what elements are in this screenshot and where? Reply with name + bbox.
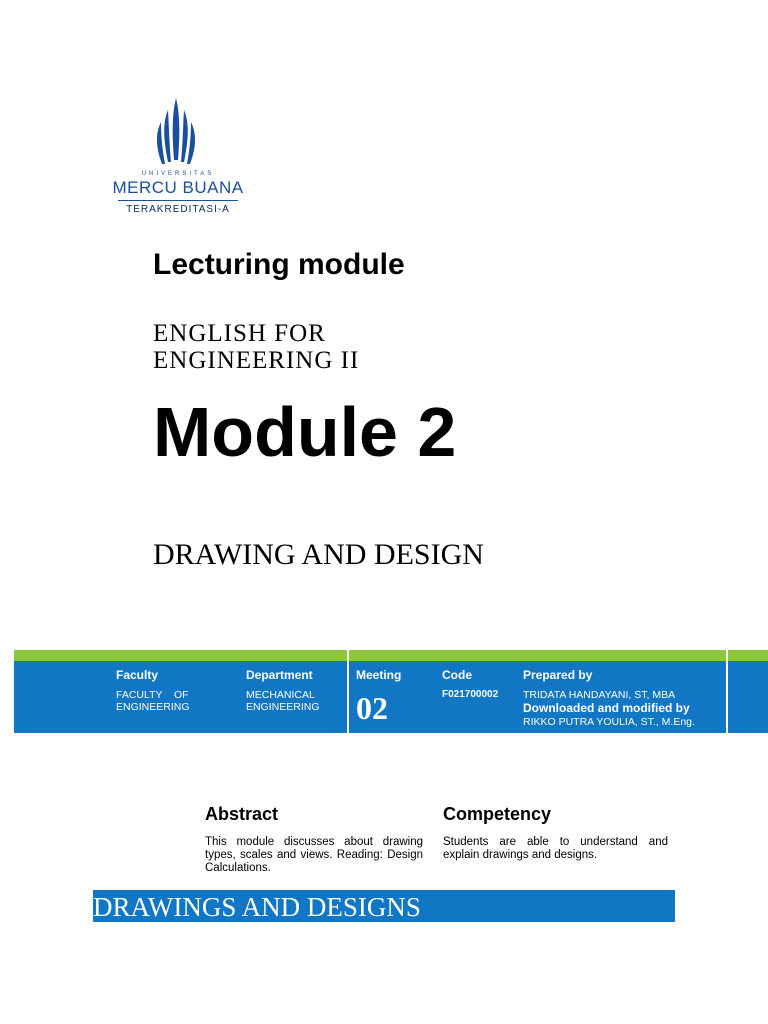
logo-name: MERCU BUANA: [112, 178, 244, 197]
section-heading-bar: [93, 890, 675, 922]
prepared-by-label: Prepared by: [523, 668, 593, 682]
department-value-line2: ENGINEERING: [246, 701, 320, 713]
info-band-green-strip: [14, 650, 768, 661]
logo-accreditation: TERAKREDITASI-A: [126, 204, 230, 215]
faculty-value: [116, 689, 190, 713]
department-value: [246, 689, 320, 713]
logo-divider: [118, 200, 238, 201]
code-label: Code: [442, 668, 472, 682]
course-title-line2: ENGINEERING II: [153, 347, 360, 374]
department-value-line1: MECHANICAL: [246, 689, 315, 701]
course-title: [153, 320, 359, 374]
info-band-divider: [726, 650, 728, 733]
faculty-value-line2: ENGINEERING: [116, 701, 190, 713]
module-number: Module 2: [153, 393, 457, 471]
modified-by-label: Downloaded and modified by: [523, 701, 690, 715]
mercu-buana-emblem-icon: [152, 96, 204, 168]
course-title-line1: ENGLISH FOR: [153, 320, 326, 347]
competency-text: Students are able to understand and explain drawings and designs.: [443, 836, 668, 861]
meeting-label: Meeting: [356, 668, 402, 682]
meeting-value: 02: [356, 690, 388, 726]
logo-universitas: UNIVERSITAS: [141, 171, 215, 177]
university-logo: [108, 96, 248, 220]
code-value: F021700002: [442, 689, 499, 700]
faculty-label: Faculty: [116, 668, 159, 682]
lecturing-module-heading: Lecturing module: [153, 248, 405, 281]
competency-heading: Competency: [443, 804, 552, 824]
prepared-by-name: TRIDATA HANDAYANI, ST, MBA: [523, 689, 676, 701]
abstract-heading: Abstract: [205, 804, 279, 824]
department-label: Department: [246, 668, 313, 682]
module-topic: DRAWING AND DESIGN: [153, 538, 484, 571]
modified-by-name: RIKKO PUTRA YOULIA, ST., M.Eng.: [523, 716, 695, 728]
info-band-divider: [347, 650, 349, 733]
abstract-text: This module discusses about drawing types, scales and views. Reading: Design Calculations.: [205, 836, 423, 874]
faculty-value-line1: FACULTY OF: [116, 689, 189, 701]
section-heading: DRAWINGS AND DESIGNS: [93, 892, 421, 922]
